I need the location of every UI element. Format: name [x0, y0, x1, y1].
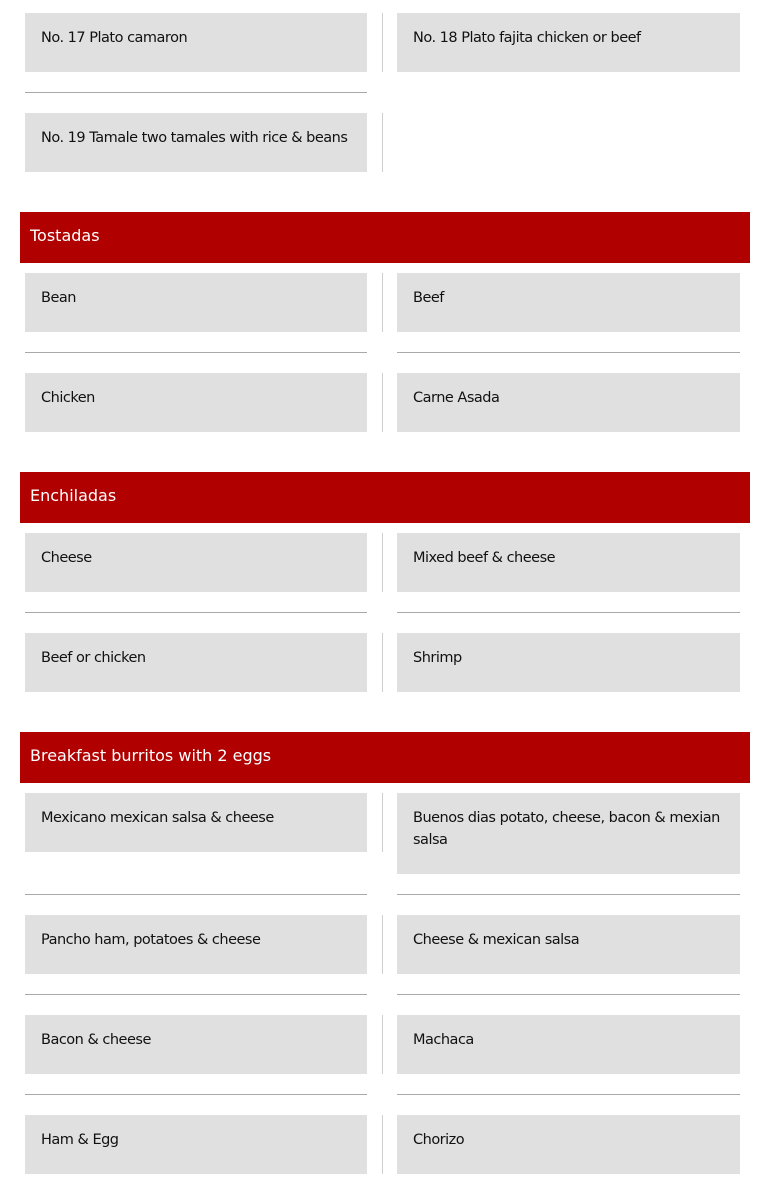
column-divider	[382, 915, 383, 974]
column-divider	[382, 793, 383, 852]
row-divider	[397, 994, 740, 995]
column-divider	[382, 273, 383, 332]
column-divider	[382, 1115, 383, 1174]
menu-item-bacon-cheese[interactable]: Bacon & cheese	[25, 1015, 367, 1074]
menu-item-no19-tamale[interactable]: No. 19 Tamale two tamales with rice & beans	[25, 113, 367, 172]
menu-item-beef-or-chicken[interactable]: Beef or chicken	[25, 633, 367, 692]
menu-item-buenos-dias[interactable]: Buenos dias potato, cheese, bacon & mexian salsa	[397, 793, 740, 874]
menu-item-no17-plato-camaron[interactable]: No. 17 Plato camaron	[25, 13, 367, 72]
section-header-enchiladas: Enchiladas	[20, 472, 750, 523]
menu-item-mixed-beef-cheese[interactable]: Mixed beef & cheese	[397, 533, 740, 592]
column-divider	[382, 13, 383, 72]
row-divider	[25, 352, 367, 353]
row-divider	[397, 1094, 740, 1095]
menu-item-pancho[interactable]: Pancho ham, potatoes & cheese	[25, 915, 367, 974]
row-divider	[397, 894, 740, 895]
row-divider	[25, 894, 367, 895]
column-divider	[382, 113, 383, 172]
row-divider	[25, 994, 367, 995]
menu-item-chicken[interactable]: Chicken	[25, 373, 367, 432]
menu-item-cheese-mexican-salsa[interactable]: Cheese & mexican salsa	[397, 915, 740, 974]
column-divider	[382, 373, 383, 432]
menu-item-chorizo[interactable]: Chorizo	[397, 1115, 740, 1174]
row-divider	[397, 352, 740, 353]
menu-item-shrimp[interactable]: Shrimp	[397, 633, 740, 692]
menu-item-carne-asada[interactable]: Carne Asada	[397, 373, 740, 432]
column-divider	[382, 633, 383, 692]
menu-item-beef[interactable]: Beef	[397, 273, 740, 332]
menu-item-mexicano[interactable]: Mexicano mexican salsa & cheese	[25, 793, 367, 852]
row-divider	[25, 612, 367, 613]
menu-item-ham-egg[interactable]: Ham & Egg	[25, 1115, 367, 1174]
row-divider	[25, 92, 367, 93]
menu-item-machaca[interactable]: Machaca	[397, 1015, 740, 1074]
section-header-tostadas: Tostadas	[20, 212, 750, 263]
row-divider	[25, 1094, 367, 1095]
column-divider	[382, 533, 383, 592]
menu-item-no18-plato-fajita[interactable]: No. 18 Plato fajita chicken or beef	[397, 13, 740, 72]
row-divider	[397, 612, 740, 613]
section-header-breakfast-burritos: Breakfast burritos with 2 eggs	[20, 732, 750, 783]
menu-item-cheese[interactable]: Cheese	[25, 533, 367, 592]
menu-item-bean[interactable]: Bean	[25, 273, 367, 332]
column-divider	[382, 1015, 383, 1074]
